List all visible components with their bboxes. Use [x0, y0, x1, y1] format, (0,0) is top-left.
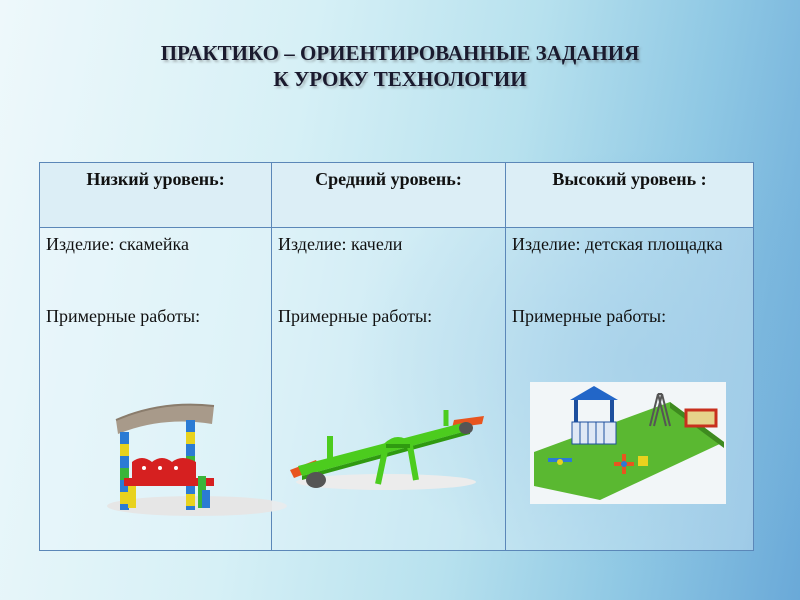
product-playground: Изделие: детская площадка — [512, 234, 723, 254]
table-header-row — [40, 163, 754, 228]
cell-low-level — [40, 228, 272, 551]
seesaw-icon — [286, 406, 486, 496]
slide-title-line-1: ПРАКТИКО – ОРИЕНТИРОВАННЫЕ ЗАДАНИЯ — [160, 41, 640, 65]
playground-icon — [530, 382, 726, 504]
sample-works-label: Примерные работы: — [512, 306, 667, 326]
header-low-level: Низкий уровень: — [40, 163, 272, 228]
slide-title — [0, 40, 800, 92]
sample-works-label: Примерные работы: — [46, 306, 201, 326]
slide-title-line-2: К УРОКУ ТЕХНОЛОГИИ — [273, 67, 527, 91]
header-medium-level: Средний уровень: — [272, 163, 506, 228]
product-bench: Изделие: скамейка — [46, 234, 189, 254]
levels-table — [39, 162, 754, 551]
cell-medium-level — [272, 228, 506, 551]
cell-high-level — [506, 228, 754, 551]
sample-works-label: Примерные работы: — [278, 306, 433, 326]
product-swing: Изделие: качели — [278, 234, 403, 254]
table-row — [40, 228, 754, 551]
bench-with-canopy-icon — [102, 398, 292, 518]
header-high-level: Высокий уровень : — [506, 163, 754, 228]
